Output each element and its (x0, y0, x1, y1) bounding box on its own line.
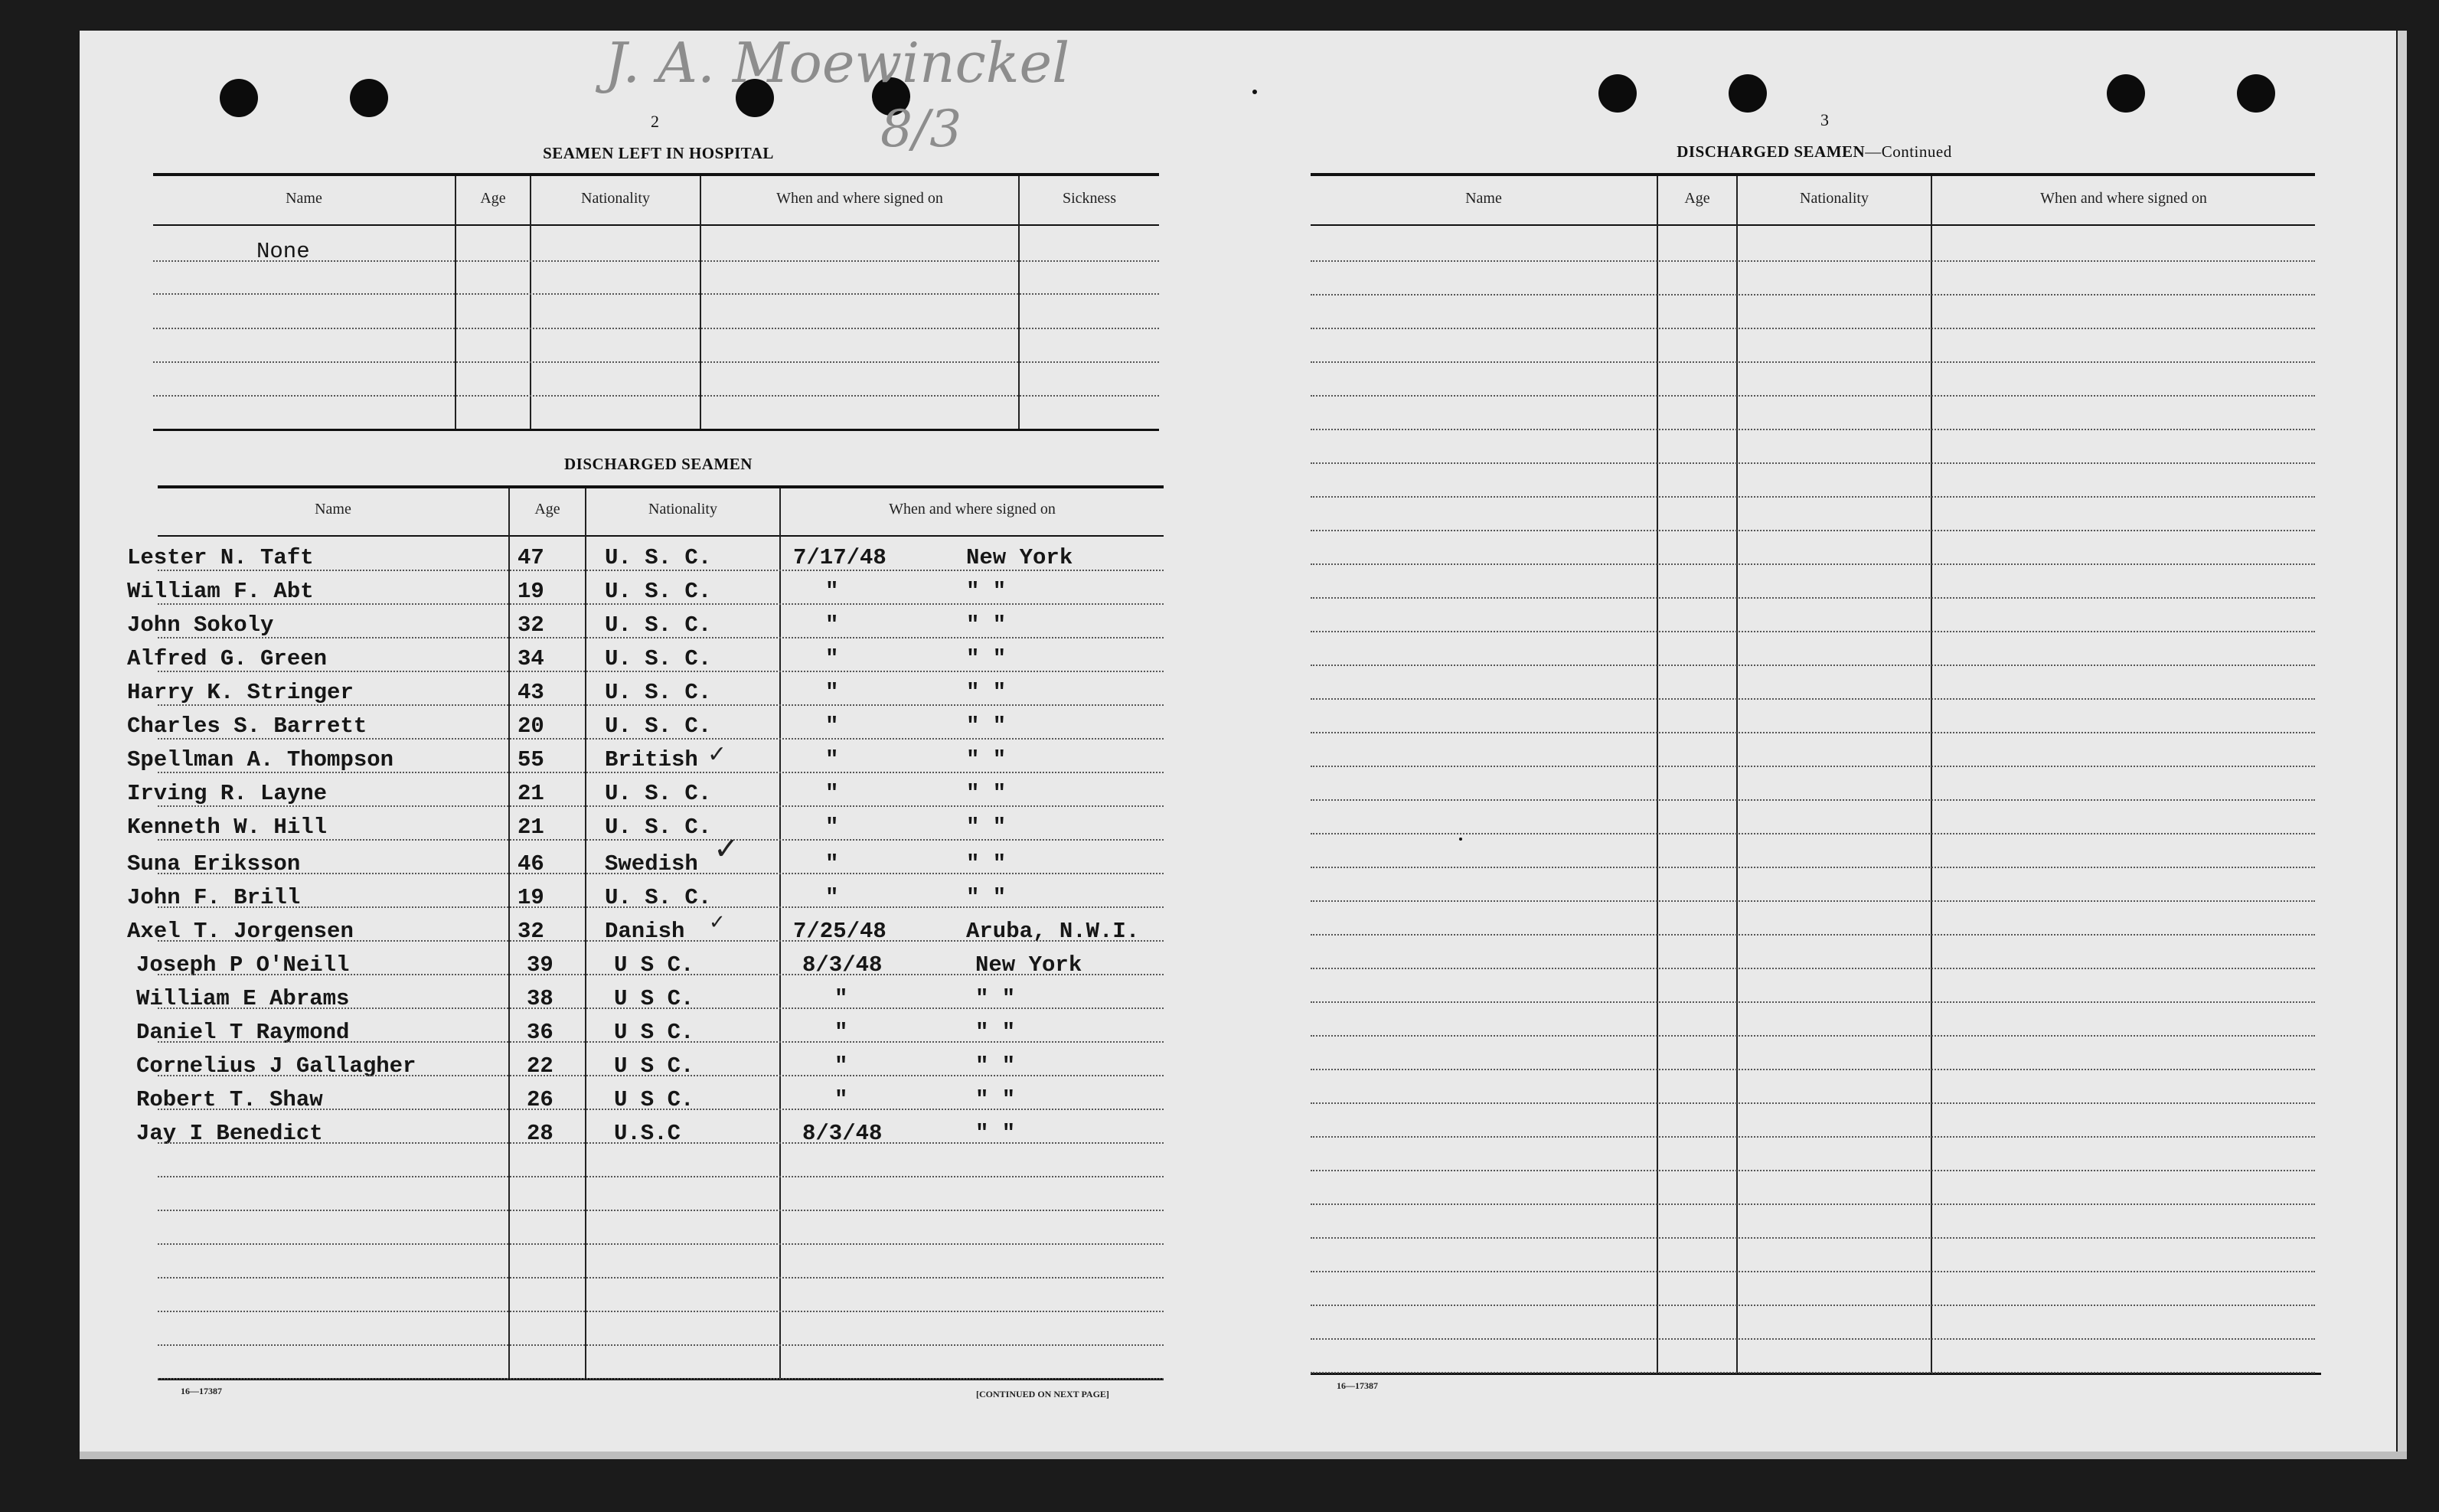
cell-age: 22 (527, 1053, 553, 1079)
row-line (1311, 361, 2315, 363)
cell-place: " " (966, 646, 1007, 671)
row-line (158, 570, 1164, 571)
cell-place: " " (975, 1087, 1016, 1112)
row-line (158, 637, 1164, 638)
cell-name: John Sokoly (127, 612, 274, 638)
page-number-left: 2 (651, 112, 659, 131)
table-bottom-rule (153, 429, 1159, 431)
row-line (1311, 1338, 2315, 1340)
column-divider (1018, 176, 1020, 429)
page-edge-strip (2398, 31, 2407, 1452)
row-line (1311, 260, 2315, 262)
cell-name: William E Abrams (136, 986, 350, 1011)
cell-age: 55 (518, 747, 544, 772)
row-line (1311, 732, 2315, 733)
cell-place: " " (966, 579, 1007, 604)
cell-place: Aruba, N.W.I. (966, 919, 1140, 944)
cell-name: Lester N. Taft (127, 545, 314, 570)
row-line (153, 293, 1159, 295)
cell-age: 20 (518, 714, 544, 739)
row-line (158, 1075, 1164, 1076)
column-divider (700, 176, 701, 429)
row-line (158, 1176, 1164, 1177)
cell-age: 34 (518, 646, 544, 671)
cell-place: " " (966, 851, 1007, 877)
cell-place: " " (975, 1020, 1016, 1045)
column-header-nationality: Nationality (648, 501, 717, 518)
column-header-name: Name (1465, 190, 1502, 207)
cell-date: " (825, 781, 839, 806)
cell-place: " " (966, 612, 1007, 638)
row-line (1311, 833, 2315, 834)
column-header-signed-on: When and where signed on (2040, 190, 2207, 207)
row-line (158, 1378, 1164, 1380)
cell-name: Cornelius J Gallagher (136, 1053, 416, 1079)
cell-place: " " (975, 986, 1016, 1011)
cell-age: 32 (518, 919, 544, 944)
punch-hole (2107, 74, 2145, 113)
row-line (1311, 395, 2315, 397)
ink-dot (1459, 838, 1462, 841)
cell-name: Joseph P O'Neill (136, 952, 350, 978)
row-line (1311, 1237, 2315, 1239)
form-number-right: 16—17387 (1337, 1380, 1378, 1391)
cell-date: " (825, 851, 839, 877)
cell-nationality: Danish (605, 919, 685, 944)
column-header-signed-on: When and where signed on (889, 501, 1056, 518)
page-number-right: 3 (1820, 110, 1829, 129)
column-header-nationality: Nationality (581, 190, 650, 207)
cell-date: 8/3/48 (802, 952, 883, 978)
punch-hole (1729, 74, 1767, 113)
row-line (158, 873, 1164, 874)
cell-date: " (825, 885, 839, 910)
row-line (1311, 1170, 2315, 1171)
cell-place: " " (966, 781, 1007, 806)
cell-age: 26 (527, 1087, 553, 1112)
row-line (158, 671, 1164, 672)
column-divider (1657, 176, 1658, 1373)
cell-date: " (825, 612, 839, 638)
row-line (158, 1210, 1164, 1211)
cell-name: Harry K. Stringer (127, 680, 354, 705)
row-line (1311, 698, 2315, 700)
table-top-rule (158, 485, 1164, 488)
row-line (1311, 799, 2315, 801)
punch-hole (2237, 74, 2275, 113)
row-line (1311, 1035, 2315, 1037)
row-line (1311, 563, 2315, 565)
discharged-section-title: DISCHARGED SEAMEN (564, 455, 753, 473)
row-line (158, 1109, 1164, 1110)
column-header-age: Age (1684, 190, 1710, 207)
cell-name: Robert T. Shaw (136, 1087, 323, 1112)
row-line (158, 906, 1164, 908)
column-header-age: Age (534, 501, 560, 518)
cell-nationality: U S C. (614, 1020, 694, 1045)
row-line (1311, 462, 2315, 464)
row-line (158, 1344, 1164, 1346)
punch-hole (1598, 74, 1637, 113)
cell-place: " " (966, 747, 1007, 772)
cell-name: Suna Eriksson (127, 851, 301, 877)
row-line (1311, 1203, 2315, 1205)
row-line (1311, 867, 2315, 868)
cell-nationality: U. S. C. (605, 885, 712, 910)
row-line (1311, 530, 2315, 531)
cell-place: " " (966, 714, 1007, 739)
column-header-nationality: Nationality (1800, 190, 1869, 207)
row-line (153, 361, 1159, 363)
cell-age: 39 (527, 952, 553, 978)
row-line (1311, 1271, 2315, 1272)
cell-date: " (834, 1020, 848, 1045)
cell-nationality: U S C. (614, 1053, 694, 1079)
cell-name: Jay I Benedict (136, 1121, 323, 1146)
table-top-rule (1311, 173, 2315, 176)
cell-place: " " (966, 815, 1007, 840)
cell-age: 21 (518, 781, 544, 806)
cell-place: New York (975, 952, 1082, 978)
row-line (1311, 1102, 2315, 1104)
cell-age: 47 (518, 545, 544, 570)
column-divider (455, 176, 456, 429)
cell-nationality: U S C. (614, 1087, 694, 1112)
row-line (1311, 328, 2315, 329)
cell-nationality: U S C. (614, 986, 694, 1011)
cell-place: " " (975, 1121, 1016, 1146)
page-bottom-edge (80, 1452, 2407, 1459)
cell-name: Alfred G. Green (127, 646, 328, 671)
row-line (153, 328, 1159, 329)
continued-title-main: DISCHARGED SEAMEN (1677, 142, 1866, 161)
row-line (158, 1243, 1164, 1245)
row-line (158, 704, 1164, 706)
cell-nationality: U. S. C. (605, 714, 712, 739)
cell-date: " (825, 747, 839, 772)
column-header-name: Name (286, 190, 322, 207)
cell-date: 7/25/48 (793, 919, 886, 944)
column-divider (1736, 176, 1738, 1373)
cell-date: " (834, 1087, 848, 1112)
cell-age: 28 (527, 1121, 553, 1146)
row-line (1311, 968, 2315, 969)
hospital-section-title: SEAMEN LEFT IN HOSPITAL (543, 144, 774, 162)
cell-nationality: British (605, 747, 698, 772)
cell-place: " " (975, 1053, 1016, 1079)
cell-date: 8/3/48 (802, 1121, 883, 1146)
cell-name: Spellman A. Thompson (127, 747, 394, 772)
row-line (158, 1142, 1164, 1144)
row-line (1311, 294, 2315, 296)
cell-nationality: U. S. C. (605, 781, 712, 806)
cell-nationality: U. S. C. (605, 545, 712, 570)
row-line (1311, 1069, 2315, 1070)
cell-age: 21 (518, 815, 544, 840)
cell-name: Irving R. Layne (127, 781, 328, 806)
row-line (1311, 1305, 2315, 1306)
cell-place: " " (966, 885, 1007, 910)
cell-date: " (825, 579, 839, 604)
cell-nationality: U. S. C. (605, 680, 712, 705)
row-line (158, 1007, 1164, 1009)
cell-age: 19 (518, 885, 544, 910)
handwritten-mark: 8/3 (880, 100, 962, 158)
header-rule (1311, 224, 2315, 226)
row-line (158, 1041, 1164, 1043)
cell-nationality: U. S. C. (605, 612, 712, 638)
check-mark: ✓ (713, 831, 740, 867)
cell-place: " " (966, 680, 1007, 705)
column-header-signed-on: When and where signed on (776, 190, 943, 207)
punch-hole (220, 79, 258, 117)
row-line (158, 974, 1164, 975)
cell-nationality: U S C. (614, 952, 694, 978)
handwritten-signature: J. A. Moewinckel (605, 31, 1070, 95)
cell-date: " (825, 815, 839, 840)
cell-nationality: U. S. C. (605, 646, 712, 671)
row-line (158, 1277, 1164, 1279)
row-line (1311, 1001, 2315, 1003)
row-line (1311, 934, 2315, 936)
cell-name: John F. Brill (127, 885, 301, 910)
row-line (1311, 429, 2315, 430)
row-line (1311, 631, 2315, 632)
cell-nationality: Swedish (605, 851, 698, 877)
row-line (1311, 496, 2315, 498)
column-header-name: Name (315, 501, 351, 518)
cell-age: 43 (518, 680, 544, 705)
cell-age: 19 (518, 579, 544, 604)
cell-name: Charles S. Barrett (127, 714, 367, 739)
cell-nationality: U. S. C. (605, 815, 712, 840)
row-line (158, 839, 1164, 841)
cell-nationality: U. S. C. (605, 579, 712, 604)
cell-date: " (834, 1053, 848, 1079)
row-line (1311, 597, 2315, 599)
row-line (158, 738, 1164, 740)
check-mark: ✓ (707, 741, 727, 768)
cell-place: New York (966, 545, 1073, 570)
row-line (158, 603, 1164, 605)
cell-age: 38 (527, 986, 553, 1011)
row-line (1311, 766, 2315, 767)
cell-date: " (825, 646, 839, 671)
row-line (1311, 900, 2315, 902)
row-line (158, 805, 1164, 807)
check-mark: ✓ (709, 911, 726, 934)
row-line (158, 772, 1164, 773)
row-line (1311, 665, 2315, 666)
continued-title-suffix: —Continued (1865, 142, 1952, 161)
row-line (1311, 1136, 2315, 1138)
cell-date: " (825, 680, 839, 705)
cell-date: " (834, 986, 848, 1011)
cell-name: Daniel T Raymond (136, 1020, 350, 1045)
row-line (153, 395, 1159, 397)
header-rule (158, 535, 1164, 537)
continued-section-title (1531, 142, 2098, 162)
cell-date: 7/17/48 (793, 545, 886, 570)
cell-date: " (825, 714, 839, 739)
column-header-sickness: Sickness (1063, 190, 1116, 207)
cell-age: 46 (518, 851, 544, 877)
cell-name: Kenneth W. Hill (127, 815, 328, 840)
column-divider (530, 176, 531, 429)
row-line (1311, 1372, 2315, 1373)
cell-name: William F. Abt (127, 579, 314, 604)
cell-name: Axel T. Jorgensen (127, 919, 354, 944)
header-rule (153, 224, 1159, 226)
ink-dot (1252, 90, 1257, 94)
row-line (158, 1311, 1164, 1312)
hospital-entry: None (256, 239, 310, 264)
cell-nationality: U.S.C (614, 1121, 681, 1146)
form-number-left: 16—17387 (181, 1386, 222, 1396)
column-header-age: Age (480, 190, 506, 207)
continued-note: [CONTINUED ON NEXT PAGE] (976, 1389, 1109, 1399)
row-line (158, 940, 1164, 942)
column-divider (1931, 176, 1932, 1373)
table-top-rule (153, 173, 1159, 176)
cell-age: 32 (518, 612, 544, 638)
cell-age: 36 (527, 1020, 553, 1045)
punch-hole (350, 79, 388, 117)
